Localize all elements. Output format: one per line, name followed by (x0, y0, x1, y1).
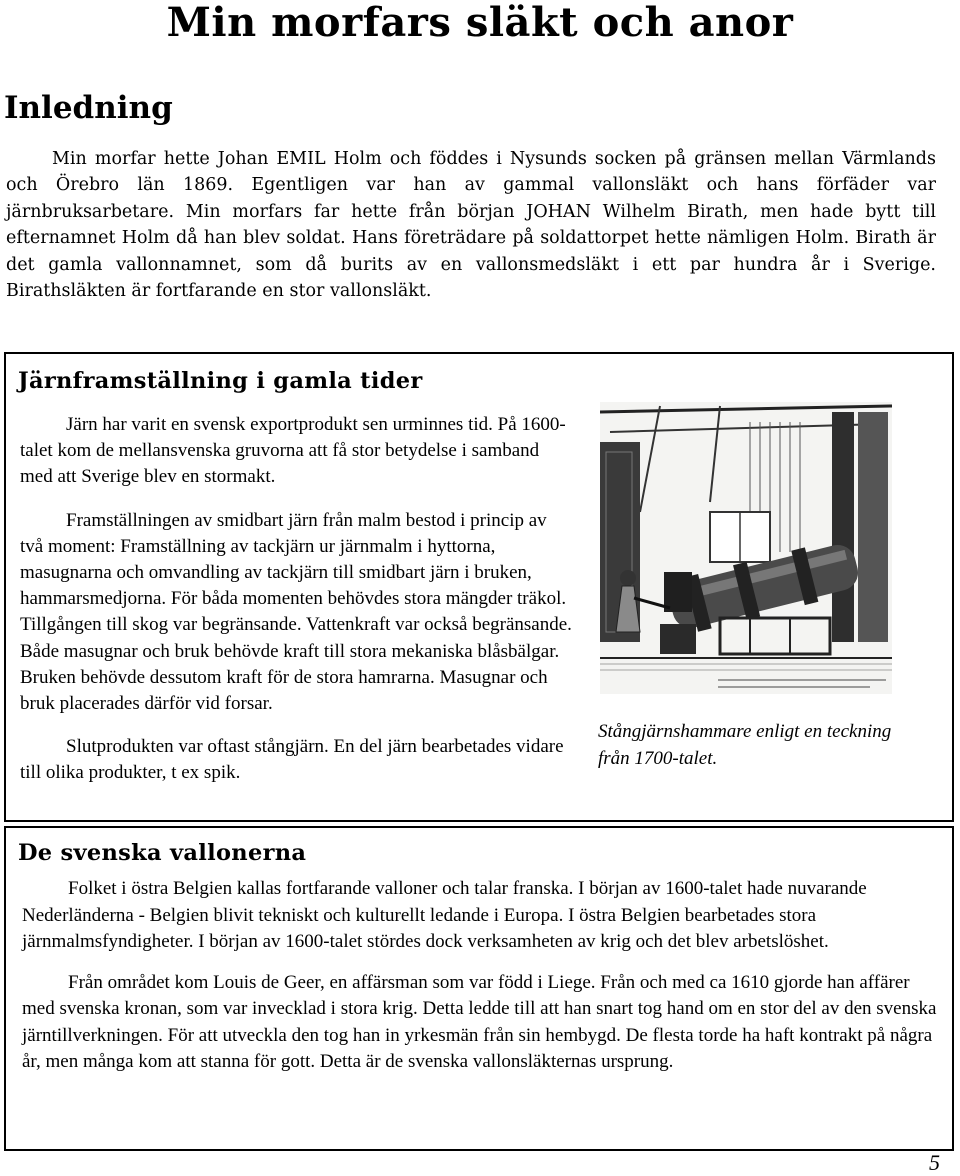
iron-paragraph-2: Framställningen av smidbart järn från malm bestod i princip av två moment: Framställning av tackjärn ur järnmalm i hyttorna, masugnarna och omvandling av tackjärn till smidbart järn i bruken, hammarsmedjorna. För båda momenten behövdes stora mängder träkol. Tillgången till skog var begränsande. Vattenkraft var också begränsande. Både masugnar och bruk behövde kraft till stora mekaniska blåsbälgar. Bruken behövde dessutom kraft för de stora hamrarna. Masugnar och bruk placerades därför vid forsar. (20, 509, 572, 715)
trip-hammer-illustration (600, 402, 892, 694)
page-title: Min morfars släkt och anor (166, 0, 794, 46)
iron-paragraph-3: Slutprodukten var oftast stångjärn. En del järn bearbetades vidare till olika produkter, t ex spik. (20, 736, 564, 784)
iron-paragraph-1: Järn har varit en svensk exportprodukt sen urminnes tid. På 1600-talet kom de mellansvenska gruvorna att få stor betydelse i samband med att Sverige blev en stormakt. (20, 414, 566, 488)
illustration-caption: Stångjärnshammare enligt en teckning från 1700-talet. (598, 721, 892, 769)
walloon-paragraph-1: Folket i östra Belgien kallas fortfarande valloner och talar franska. I början av 1600-talet hade nuvarande Nederländerna - Belgien blivit tekniskt och kulturellt ledande i Europa. I östra Belgien bearbetades stora järnmalmsfyndigheter. I början av 1600-talet stördes dock verksamheten av krig och det blev arbetslöshet. (22, 878, 867, 952)
walloon-paragraph-2: Från området kom Louis de Geer, en affärsman som var född i Liege. Från och med ca 1610 gjorde han affärer med svenska kronan, som var invecklad i stora krig. Detta ledde till att han snart tog hand om en stor del av den svenska järntillverkningen. För att utveckla den tog han in yrkesmän från sin hembygd. De flesta torde ha haft kontrakt på några år, men många kom att stanna för gott. Detta är de svenska vallonsläkternas ursprung. (22, 971, 937, 1072)
intro-heading: Inledning (4, 90, 173, 126)
iron-text-column (20, 412, 572, 787)
iron-section-box (4, 352, 954, 822)
walloon-section-box (4, 826, 954, 1151)
iron-heading: Järnframställning i gamla tider (18, 368, 423, 394)
intro-paragraph: Min morfar hette Johan EMIL Holm och föddes i Nysunds socken på gränsen mellan Värmlands och Örebro län 1869. Egentligen var han av gammal vallonsläkt och hans förfäder var järnbruksarbetare. Min morfars far hette från början JOHAN Wilhelm Birath, men hade bytt till efternamnet Holm då han blev soldat. Hans företrädare på soldattorpet hette nämligen Holm. Birath är det gamla vallonnamnet, som då burits av en vallonsmedsläkt i ett par hundra år i Sverige. Birathsläkten är fortfarande en stor vallonsläkt. (6, 149, 936, 302)
page-number: 5 (929, 1150, 940, 1175)
walloon-heading: De svenska vallonerna (18, 840, 307, 866)
walloon-text (22, 876, 944, 1090)
